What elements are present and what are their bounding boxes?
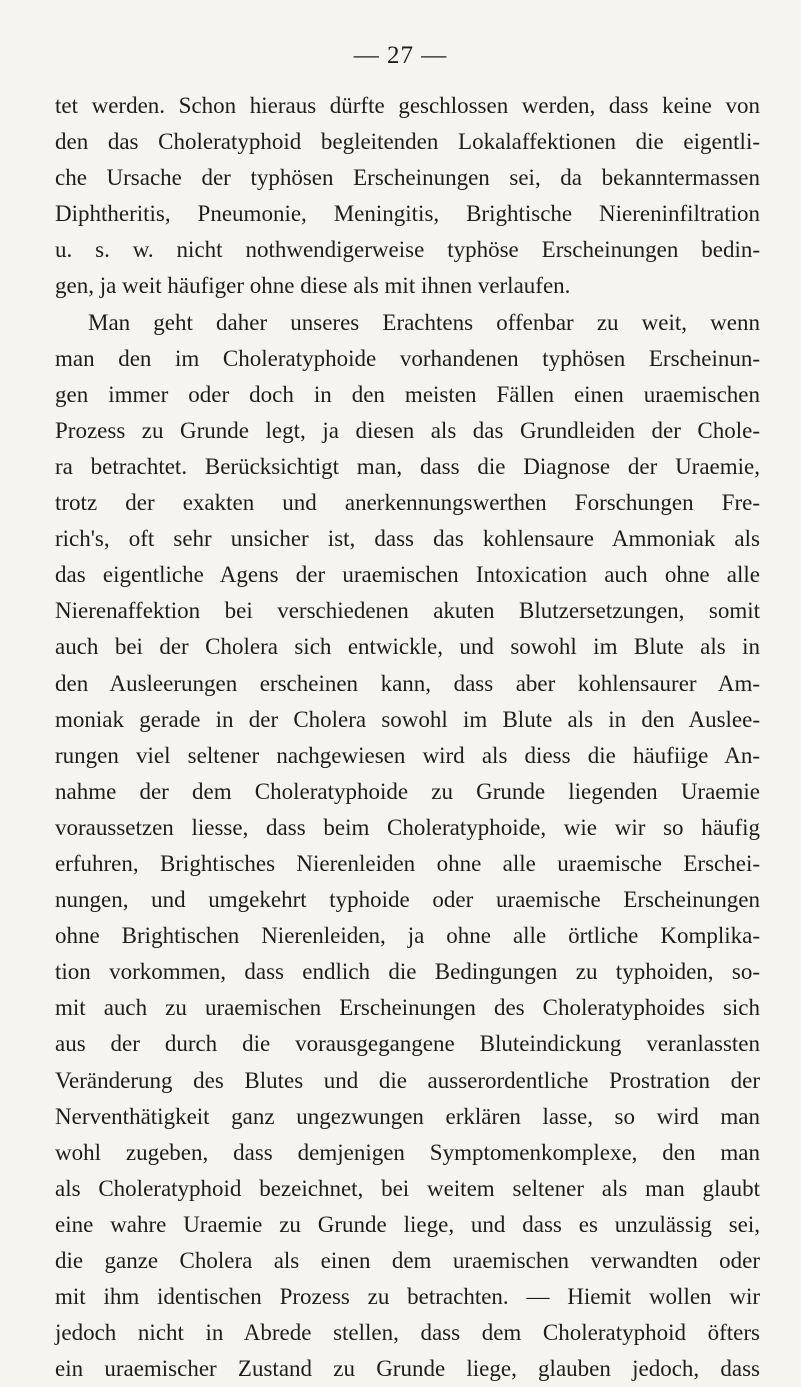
text-line: u. s. w. nicht nothwendigerweise typhöse Erscheinungen bedin-	[55, 237, 760, 263]
text-line: rungen viel seltener nachgewiesen wird als diess die häufiige An-	[55, 742, 760, 768]
text-line: den das Choleratyphoid begleitenden Lokalaffektionen die eigentli-	[55, 129, 760, 155]
text-line: aus der durch die vorausgegangene Bluteindickung veranlassten	[55, 1031, 760, 1057]
text-line: wohl zugeben, dass demjenigen Symptomenkomplexe, den man	[55, 1139, 760, 1165]
text-line: gen, ja weit häufiger ohne diese als mit ihnen verlaufen.	[55, 273, 571, 299]
text-line: eine wahre Uraemie zu Grunde liege, und dass es unzulässig sei,	[55, 1211, 760, 1237]
text-line: ein uraemischer Zustand zu Grunde liege, glauben jedoch, dass	[55, 1356, 760, 1382]
text-line: erfuhren, Brightisches Nierenleiden ohne alle uraemische Erschei-	[55, 850, 760, 876]
text-line: Prozess zu Grunde legt, ja diesen als das Grundleiden der Chole-	[55, 417, 760, 443]
text-line: Veränderung des Blutes und die ausserordentliche Prostration der	[55, 1067, 760, 1093]
text-line: ohne Brightischen Nierenleiden, ja ohne alle örtliche Komplika-	[55, 923, 760, 949]
text-line: Nierenaffektion bei verschiedenen akuten Blutzersetzungen, somit	[55, 598, 760, 624]
text-line: nahme der dem Choleratyphoide zu Grunde liegenden Uraemie	[55, 778, 760, 804]
text-line: Diphtheritis, Pneumonie, Meningitis, Brightische Niereninfiltration	[55, 201, 760, 227]
text-line: die ganze Cholera als einen dem uraemischen verwandten oder	[55, 1248, 760, 1273]
text-line: che Ursache der typhösen Erscheinungen sei, da bekanntermassen	[55, 165, 760, 191]
text-line: mit ihm identischen Prozess zu betrachten. — Hiemit wollen wir	[55, 1284, 760, 1310]
text-line: rich's, oft sehr unsicher ist, dass das kohlensaure Ammoniak als	[55, 526, 760, 552]
text-line: als Choleratyphoid bezeichnet, bei weitem seltener als man glaubt	[55, 1175, 760, 1201]
text-line: nungen, und umgekehrt typhoide oder uraemische Erscheinungen	[55, 887, 760, 913]
text-line: ra betrachtet. Berücksichtigt man, dass die Diagnose der Uraemie,	[55, 453, 760, 479]
text-line: Man geht daher unseres Erachtens offenbar zu weit, wenn	[88, 309, 760, 335]
text-line: moniak gerade in der Cholera sowohl im Blute als in den Auslee-	[55, 706, 760, 732]
page-number: — 27 —	[353, 42, 448, 69]
text-line: mit auch zu uraemischen Erscheinungen des Choleratyphoides sich	[55, 995, 760, 1021]
text-line: gen immer oder doch in den meisten Fällen einen uraemischen	[55, 381, 760, 407]
text-line: auch bei der Cholera sich entwickle, und sowohl im Blute als in	[55, 634, 760, 660]
text-line: trotz der exakten und anerkennungswerthen Forschungen Fre-	[55, 490, 760, 516]
text-line: jedoch nicht in Abrede stellen, dass dem Choleratyphoid öfters	[55, 1320, 760, 1346]
text-line: man den im Choleratyphoide vorhandenen typhösen Erscheinun-	[55, 345, 760, 371]
text-line: voraussetzen liesse, dass beim Choleratyphoide, wie wir so häufig	[55, 814, 760, 840]
body-text	[55, 88, 760, 1387]
text-line: das eigentliche Agens der uraemischen Intoxication auch ohne alle	[55, 562, 760, 588]
text-line: den Ausleerungen erscheinen kann, dass aber kohlensaurer Am-	[55, 670, 760, 696]
text-line: tet werden. Schon hieraus dürfte geschlossen werden, dass keine von	[55, 93, 760, 118]
text-line: Nerventhätigkeit ganz ungezwungen erklären lasse, so wird man	[55, 1103, 760, 1129]
text-line: tion vorkommen, dass endlich die Bedingungen zu typhoiden, so-	[55, 959, 760, 985]
